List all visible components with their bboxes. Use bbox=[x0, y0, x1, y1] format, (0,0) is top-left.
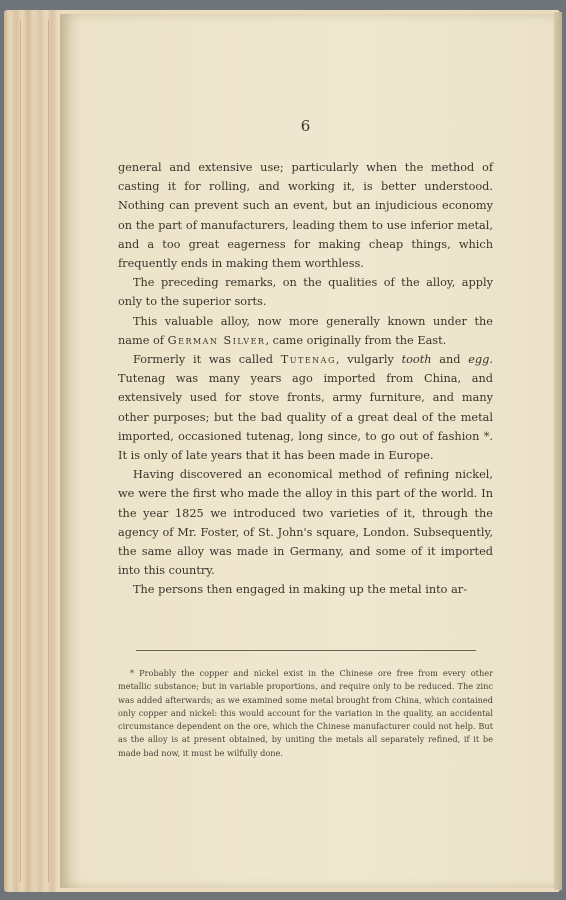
page-number: 6 bbox=[300, 117, 311, 135]
paragraph bbox=[118, 580, 493, 599]
footnote-rule bbox=[136, 650, 476, 651]
text-run: This valuable alloy, now more generally known under the name of bbox=[118, 314, 493, 347]
text-run: Having discovered an economical method of refining nickel, we were the first who made the alloy in this part of the world. In the year 1825 we introduced two varieties of it, through the agency of Mr. Foster, of St. John's square, London. Subsequently, the same alloy was made in Germany, and some of it imported into this country. bbox=[118, 468, 493, 578]
footnote: * Probably the copper and nickel exist in the Chinese ore free from every other metallic substance; but in variable proportions, and require only to be reduced. The zinc was added afterwards; as we examined some metal brought from China, which contained only copper and nickel: this would account for the variation in the quality, an accidental circumstance dependent on the ore, which the Chinese manufacturer could not help. But as the alloy is at present obtained, by uniting the metals all separately refined, if it be made bad now, it must be wilfully done. bbox=[118, 668, 493, 758]
text-run: . Tutenag was many years ago imported from China, and extensively used for stove fronts, army furniture, and many other purposes; but the bad quality of a great deal of the metal imported, occasioned tutenag, long since, to go out of fashion *. It is only of late years that it has been made in Europe. bbox=[118, 353, 493, 463]
text-run: Formerly it was called bbox=[133, 353, 281, 367]
paragraph bbox=[118, 465, 493, 580]
text-run: and bbox=[431, 353, 469, 367]
leaf-right-edge bbox=[554, 12, 562, 890]
small-caps-text: German Silver bbox=[167, 333, 266, 347]
text-run: , vulgarly bbox=[335, 353, 402, 367]
italic-text: egg bbox=[468, 353, 490, 367]
italic-text: tooth bbox=[401, 353, 432, 367]
paragraph bbox=[118, 273, 493, 311]
text-run: The preceding remarks, on the qualities of the alloy, apply only to the superior sorts. bbox=[118, 276, 493, 309]
text-run: general and extensive use; particularly when the method of casting it for rolling, and working it, is better understood. Nothing can prevent such an event, but an injudicious economy on the part of manufacturers, leading them to use inferior metal, and a too great eagerness for making cheap things, which frequently ends in making them worthless. bbox=[118, 161, 493, 271]
main-text bbox=[118, 158, 493, 600]
text-run: The persons then engaged in making up the metal into ar- bbox=[133, 583, 468, 597]
paragraph bbox=[118, 158, 493, 273]
margin-line bbox=[48, 20, 49, 882]
paragraph bbox=[118, 350, 493, 465]
margin-line bbox=[20, 20, 21, 882]
small-caps-text: Tutenag bbox=[280, 353, 336, 367]
text-run: , came originally from the East. bbox=[265, 333, 447, 347]
paragraph bbox=[118, 312, 493, 350]
